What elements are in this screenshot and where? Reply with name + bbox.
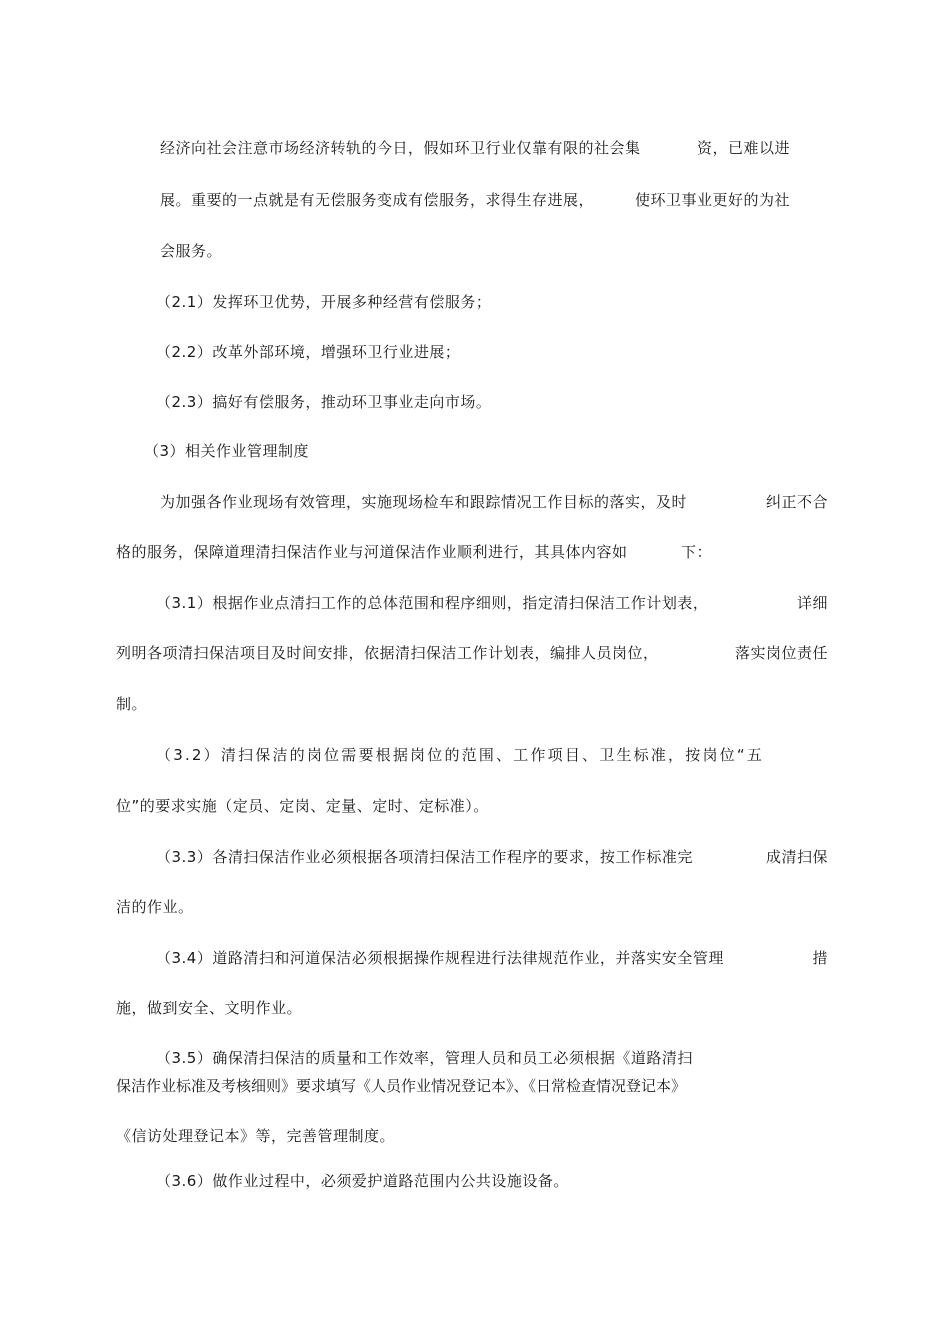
text-segment: 展。重要的一点就是有无偿服务变成有偿服务，求得生存进展， [160, 191, 595, 209]
paragraph-line [160, 138, 790, 158]
list-item [156, 593, 828, 613]
paragraph-line [160, 492, 828, 512]
text-segment: 格的服务，保障道理清扫保洁作业与河道保洁作业顺利进行，其具体内容如 [116, 543, 628, 561]
text-segment: 下： [680, 543, 712, 561]
list-item: （2.2）改革外部环境，增强环卫行业进展； [156, 343, 461, 361]
text-segment: 纠正不合 [765, 493, 828, 511]
text-segment: 列明各项清扫保洁项目及时间安排，依据清扫保洁工作计划表，编排人员岗位， [116, 644, 659, 662]
paragraph-line: 保洁作业标准及考核细则》要求填写《人员作业情况登记本》、《日常检查情况登记本》 [116, 1077, 687, 1095]
section-heading: （3）相关作业管理制度 [144, 442, 310, 460]
paragraph-line [160, 190, 790, 210]
text-segment: 措 [812, 949, 828, 967]
text-segment: 经济向社会注意市场经济转轨的今日，假如环卫行业仅靠有限的社会集 [160, 139, 641, 157]
text-segment: 资，已难以进 [696, 139, 790, 157]
paragraph-line [116, 643, 828, 663]
text-segment: 使环卫事业更好的为社 [634, 191, 790, 209]
text-segment: （3.3）各清扫保洁作业必须根据各项清扫保洁工作程序的要求，按工作标准完 [156, 848, 693, 866]
list-item: （3.2）清扫保洁的岗位需要根据岗位的范围、工作项目、卫生标准，按岗位“五 [156, 746, 765, 764]
list-item [156, 847, 828, 867]
text-segment: 为加强各作业现场有效管理，实施现场检车和跟踪情况工作目标的落实，及时 [160, 493, 688, 511]
list-item [156, 948, 828, 968]
text-segment: （3.1）根据作业点清扫工作的总体范围和程序细则，指定清扫保洁工作计划表， [156, 594, 709, 612]
text-segment: 落实岗位责任 [734, 644, 828, 662]
paragraph-line [116, 542, 712, 562]
paragraph-line: 位”的要求实施（定员、定岗、定量、定时、定标准）。 [116, 797, 489, 815]
list-item: （2.3）搞好有偿服务，推动环卫事业走向市场。 [156, 393, 492, 411]
paragraph-line: 会服务。 [160, 242, 223, 260]
paragraph-line: 制。 [116, 695, 148, 713]
text-segment: 成清扫保 [765, 848, 828, 866]
paragraph-line: 施，做到安全、文明作业。 [116, 999, 303, 1017]
list-item: （2.1）发挥环卫优势，开展多种经营有偿服务； [156, 293, 492, 311]
text-segment: （3.4）道路清扫和河道保洁必须根据操作规程进行法律规范作业，并落实安全管理 [156, 949, 724, 967]
paragraph-line: 洁的作业。 [116, 898, 194, 916]
list-item: （3.5）确保清扫保洁的质量和工作效率，管理人员和员工必须根据《道路清扫 [156, 1049, 693, 1067]
paragraph-line: 《信访处理登记本》等，完善管理制度。 [116, 1127, 396, 1145]
list-item: （3.6）做作业过程中，必须爱护道路范围内公共设施设备。 [156, 1172, 569, 1190]
text-segment: 详细 [796, 594, 828, 612]
